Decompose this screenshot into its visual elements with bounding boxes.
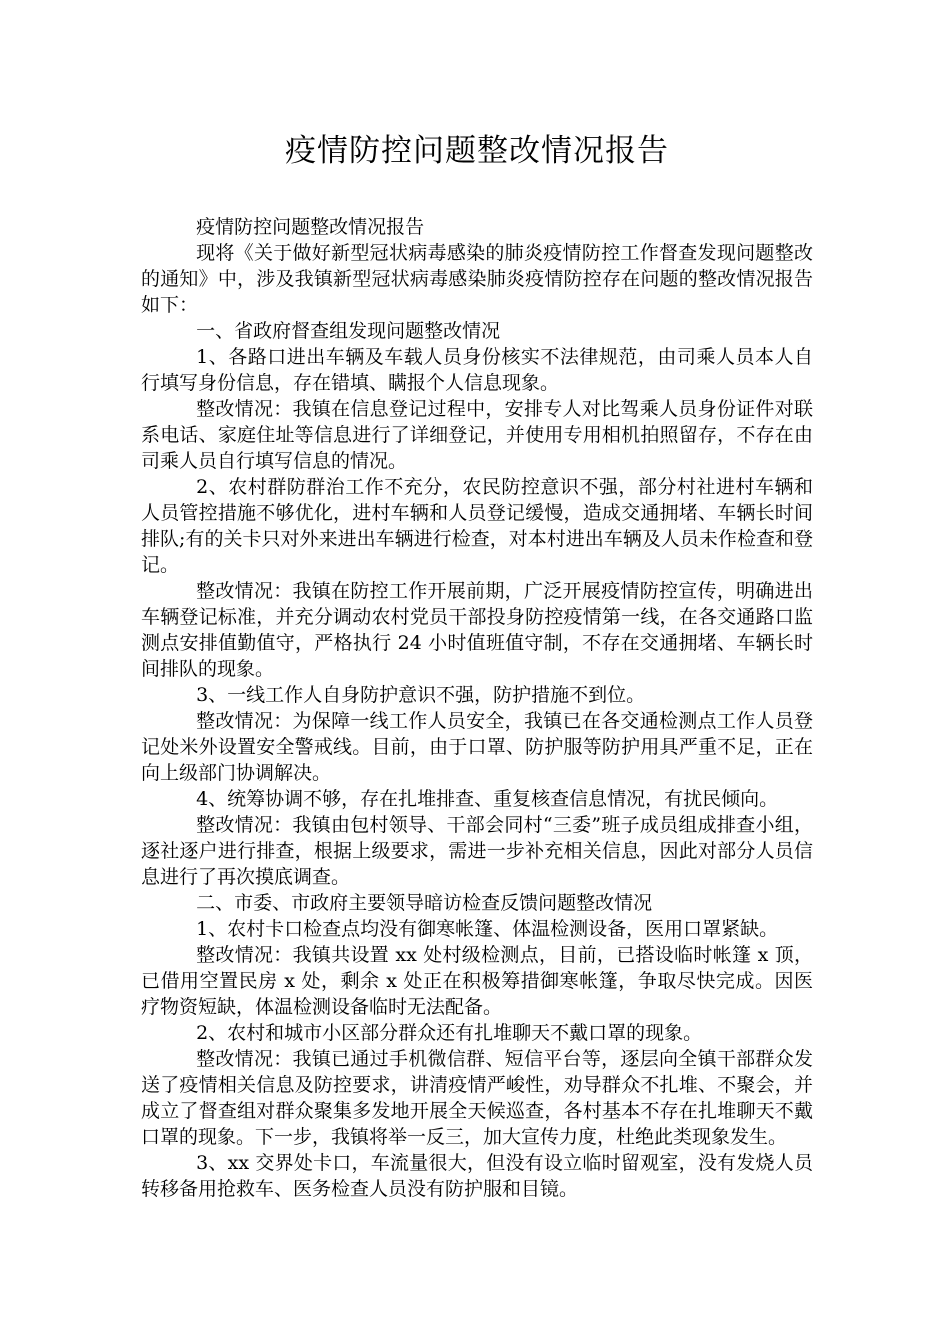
section-heading: 二、市委、市政府主要领导暗访检查反馈问题整改情况 — [196, 892, 653, 914]
paragraph: 整改情况：我镇在信息登记过程中，安排专人对比驾乘人员身份证件对联系电话、家庭住址等信息进行了详细登记，并使用专用相机拍照留存，不存在由司乘人员自行填写信息的情况。 — [141, 398, 813, 472]
paragraph: 1、农村卡口检查点均没有御寒帐篷、体温检测设备，医用口罩紧缺。 — [196, 918, 779, 940]
paragraph: 1、各路口进出车辆及车载人员身份核实不法律规范，由司乘人员本人自行填写身份信息，存在错填、瞒报个人信息现象。 — [141, 346, 813, 394]
paragraph: 2、农村群防群治工作不充分，农民防控意识不强，部分村社进村车辆和人员管控措施不够优化，进村车辆和人员登记缓慢，造成交通拥堵、车辆长时间排队;有的关卡只对外来进出车辆进行检查，对本村进出车辆及人员未作检查和登记。 — [141, 476, 813, 576]
paragraph: 整改情况：为保障一线工作人员安全，我镇已在各交通检测点工作人员登记处米外设置安全警戒线。目前，由于口罩、防护服等防护用具严重不足，正在向上级部门协调解决。 — [141, 710, 813, 784]
document-body — [141, 214, 813, 1202]
document-title: 疫情防控问题整改情况报告 — [285, 133, 669, 169]
paragraph: 整改情况：我镇在防控工作开展前期，广泛开展疫情防控宣传，明确进出车辆登记标准，并充分调动农村党员干部投身防控疫情第一线，在各交通路口监测点安排值勤值守，严格执行 24 小时值班值守制，不存在交通拥堵、车辆长时间排队的现象。 — [141, 580, 813, 680]
paragraph: 4、统筹协调不够，存在扎堆排查、重复核查信息情况，有扰民倾向。 — [196, 788, 779, 810]
paragraph: 现将《关于做好新型冠状病毒感染的肺炎疫情防控工作督查发现问题整改的通知》中，涉及我镇新型冠状病毒感染肺炎疫情防控存在问题的整改情况报告如下： — [141, 242, 813, 316]
paragraph: 疫情防控问题整改情况报告 — [196, 216, 425, 238]
section-heading: 一、省政府督查组发现问题整改情况 — [196, 320, 501, 342]
paragraph: 2、农村和城市小区部分群众还有扎堆聊天不戴口罩的现象。 — [196, 1022, 703, 1044]
paragraph: 整改情况：我镇由包村领导、干部会同村“三委”班子成员组成排查小组，逐社逐户进行排查，根据上级要求，需进一步补充相关信息，因此对部分人员信息进行了再次摸底调查。 — [141, 814, 813, 888]
paragraph: 3、xx 交界处卡口，车流量很大，但没有设立临时留观室，没有发烧人员转移备用抢救车、医务检查人员没有防护服和目镜。 — [141, 1152, 813, 1200]
paragraph: 3、一线工作人自身防护意识不强，防护措施不到位。 — [196, 684, 646, 706]
paragraph: 整改情况：我镇已通过手机微信群、短信平台等，逐层向全镇干部群众发送了疫情相关信息及防控要求，讲清疫情严峻性，劝导群众不扎堆、不聚会，并成立了督查组对群众聚集多发地开展全天候巡查，各村基本不存在扎堆聊天不戴口罩的现象。下一步，我镇将举一反三，加大宣传力度，杜绝此类现象发生。 — [141, 1048, 813, 1148]
document-page — [141, 126, 813, 1202]
paragraph: 整改情况：我镇共设置 xx 处村级检测点，目前，已搭设临时帐篷 x 顶，已借用空置民房 x 处，剩余 x 处正在积极筹措御寒帐篷，争取尽快完成。因医疗物资短缺，体温检测设备临时无法配备。 — [141, 944, 813, 1018]
